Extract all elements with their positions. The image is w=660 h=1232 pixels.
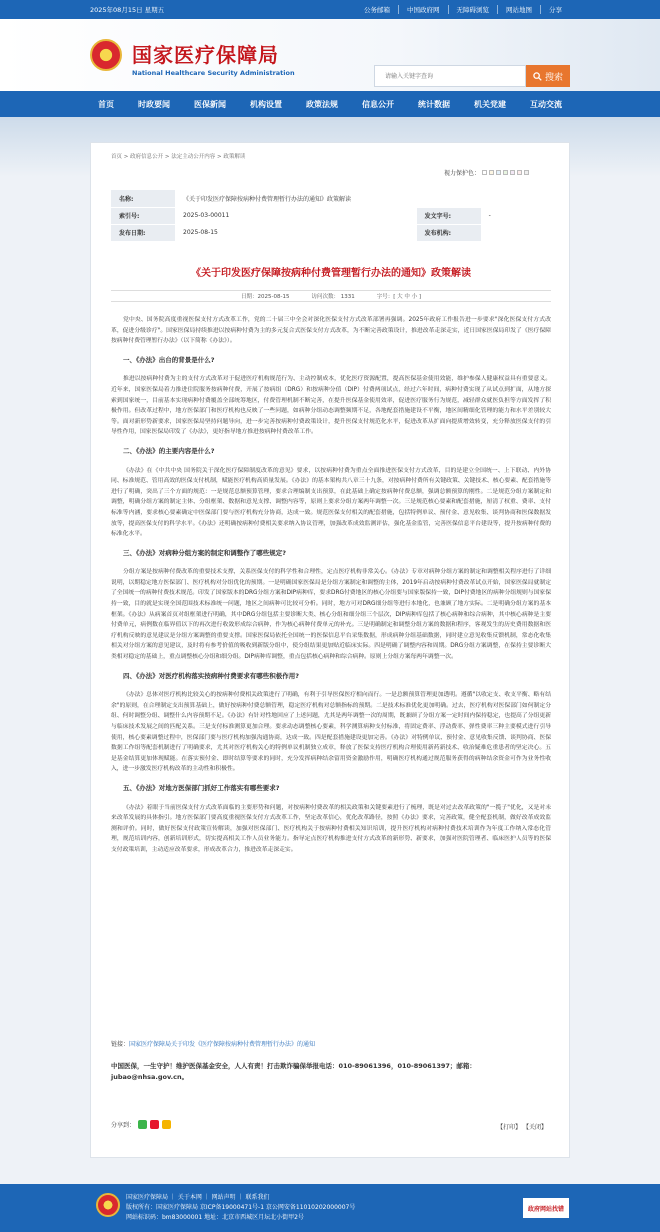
publish-date: 日期：2025-08-15: [240, 294, 290, 300]
fraud-report-notice: 中国医保，一生守护！维护医保基金安全，人人有责！打击欺诈骗保举报电话：010-89061396，010-89061397；邮箱：jubao@nhsa.gov.cn。: [111, 1062, 476, 1081]
nav-medical-news[interactable]: 医保新闻: [194, 99, 226, 109]
site-footer: [0, 1184, 660, 1232]
meta-docno-key: 发文字号:: [417, 207, 481, 224]
main-nav: [0, 91, 660, 117]
color-swatch-pink[interactable]: [517, 170, 522, 175]
intro-paragraph: 党中央、国务院高度重视医保支付方式改革工作，党的二十届三中全会对深化医保支付方式改革部署再强调。2025年政府工作报告进一步要求"深化医保支付方式改革，促进分级诊疗"。国家医保局持续推进以按病种付费为主的多元复合式医保支付方式改革，为不断完善政策设计，推进改革走深走实，近日国家医保局印发了《医疗保障按病种付费管理暂行办法》（以下简称《办法》）。: [111, 317, 551, 345]
meta-org-value: [481, 224, 551, 241]
view-count: 访问次数： 1331: [311, 294, 355, 300]
footer-links[interactable]: 国家医疗保障局 ｜ 关于本网 ｜ 网站声明 ｜ 联系我们: [126, 1194, 270, 1201]
related-link: [111, 1039, 315, 1048]
nav-interaction[interactable]: 互动交流: [530, 99, 562, 109]
nav-info-disclosure[interactable]: 信息公开: [362, 99, 394, 109]
section-heading-1: 一、《办法》出台的背景是什么?: [123, 355, 215, 364]
article-info-bar: [111, 290, 551, 302]
footer-emblem-icon: [96, 1193, 120, 1217]
national-emblem-icon: [90, 39, 122, 71]
share-bar: [111, 1120, 171, 1129]
search-icon: [533, 72, 542, 81]
section-paragraph-1: 推进以按病种付费为主的支付方式改革对于促进医疗机构规范行为、主动控制成本，优化医疗资源配置，提高医保基金使用效能，维护参保人健康权益具有重要意义。近年来，国家医保局着力推进住院服务按病种付费，开展了按病组（DRG）和按病种分值（DIP）付费两项试点，经过六年时间，病种付费实现了从试点到扩面，从地方探索到国家统一，目前基本实现病种付费覆盖全部统筹地区，付费管理机制不断完善，在提升医保基金使用效率，促进医疗服务行为规范，减轻群众就医负担等方面发挥了积极作用。但改革过程中，地方医保部门和医疗机构也反映了一些问题，如病种分组动态调整频期不足，各地配套措施建设不平衡，地区间精细化管理的能力和水平差别较大等。面对新形势新要求，国家医保局坚持问题导向，进一步完善按病种付费政策设计，提升医保支付规范化水平，促进改革从扩面向提质增效转变，充分释放医保支付的引导性作用，国家医保局印发了《办法》，更好指导地方推进按病种付费改革工作。: [111, 376, 551, 436]
meta-name-key: 名称:: [111, 190, 175, 207]
link-mail[interactable]: 公务邮箱: [364, 6, 390, 14]
color-swatch-blue[interactable]: [496, 170, 501, 175]
search-input[interactable]: [374, 65, 526, 87]
meta-name-value: 《关于印发医疗保障按病种付费管理暂行办法的通知》政策解读: [175, 190, 551, 207]
section-paragraph-4: 《办法》总体对医疗机构比较关心的按病种付费相关政策进行了明确，有利于引导医保医疗相向而行。一是总额预算管理更加透明。遵循"以收定支、收支平衡、略有结余"的原则，在合理制定支出预算基础上，做好按病种付费总额管理，稳定医疗机构对总额指标的预期。二是技术标准优化更加明确。过去，医疗机构对医保部门如何制定分组、何时调整分组、调整什么内容预期不足。《办法》有针对性地回应了上述问题，尤其是两年调整一次的周期，既兼顾了分组方案一定时间内保持稳定，也提高了分组更新与临床技术发展之间的匹配关系。三是支付标准测算更加合理。要求动态调整核心要素，科学测算病种支付标准，将固定费率、浮动费率、弹性费率三种主要模式进行引导使用，核心要素调整过程中，医保部门要与医疗机构加强沟通协商，达成一致。四是配套措施建设更加完善。《办法》对特例单议、预付金、意见收集反馈、谈判协商、医保数据工作组等配套机制进行了明确要求，尤其对医疗机构关心的特例单议机制独立成章，释放了医保支持医疗机构合理使用新药新技术、收治疑难危重患者的坚定决心。五是基金结算更加体现赋能。在落实预付金、即时结算等要求的同时，充分发挥病种结余留用资金激励作用，明确医疗机构通过规范服务获得的病种结余资金可作为业务性收入，进一步激发医疗机构改革的主动性和积极性。: [111, 692, 551, 773]
site-name-en: National Healthcare Security Administration: [132, 69, 295, 77]
font-size-switch[interactable]: 字号：[ 大 中 小 ]: [376, 294, 421, 300]
vision-label: 视力保护色：: [443, 170, 480, 177]
weibo-icon[interactable]: [150, 1120, 159, 1129]
article-title: 《关于印发医疗保障按病种付费管理暂行办法的通知》政策解读: [191, 268, 471, 279]
color-swatch-purple[interactable]: [510, 170, 515, 175]
nav-party[interactable]: 机关党建: [474, 99, 506, 109]
link-accessibility[interactable]: 无障碍浏览: [448, 5, 498, 14]
gov-site-error-report-badge[interactable]: 政府网站找错: [523, 1198, 569, 1218]
section-paragraph-2: 《办法》在《中共中央 国务院关于深化医疗保障制度改革的意见》要求，以按病种付费为重点全面推进医保支付方式改革，目的是建立全国统一、上下联动、内外协同、标准规范、管用高效的医保支付机制，赋能医疗机构高质量发展。《办法》的基本架构共八章三十九条，对按病种付费所有关键政策、关键技术、核心要素、配套措施等进行了明确，突出了三个方面的规范：一是规范总额预算管理，要求合理编制支出预算，在此基础上确定按病种付费总额，强调总额预算的刚性。二是规范分组方案制定和调整，明确分组方案的制定主体、分组框架、数据和意见支撑、调整内容等，原则上要求分组方案两年调整一次。三是规范核心要素和配套措施，厘清了权重、费率、支付标准等内涵，要求核心要素确定中医保部门要与医疗机构充分协商，达成一致。规范医保支付相关的配套措施，包括特例单议、预付金、意见收集、谈判协商和医保数据发放等，提高医保支付的科学水平。《办法》还明确按病种付费相关要求纳入协议管理，加强改革成效监测评估，强化基金监管，完善医保信息平台建设等，提升按病种付费的标准化水平。: [111, 467, 551, 538]
section-paragraph-3: 分组方案是按病种付费改革的重要技术支撑，关系医保支付的科学性和合理性，定点医疗机构非常关心。《办法》专章对病种分组方案的制定和调整相关程序进行了详细说明，以期稳定地方医保部门、医疗机构对分组优化的预期。一是明确国家医保局是分组方案制定和调整的主体，2019年启动按病种付费改革试点开始，国家医保局就制定了全国统一的病种付费技术规范。印发了国家版本的DRG分组方案和DIP病种库，要求DRG付费地区的核心分组要与国家版保持一致，DIP付费地区的病种分组规则与国家保持一致，目的就是实现全国范围技术标准统一问题，地区之间病种可比较可分析。同时，地方可对DRG细分组等进行本地化，也兼顾了地方实际。二是明确分组方案的基本框架。《办法》从病案首页对组框架进行明确，其中DRG分组包括主要诊断大类、核心分组和细分组三个层次，DIP病种库包括了核心病种和综合病种，其中核心病种是主要付费单元，病例数在临界值以下的再次进行收敛形成综合病种，作为核心病种付费单元的补充。三是明确制定和调整分组方案的数据和程序，客观发生的历史费用数据和医疗机构反映的意见建议是分组方案调整的重要支撑。国家医保局依托全国统一的医保信息平台采集数据，形成病种分组基础数据，同时建立意见收集反馈机制，常态化收集相关对分组方案的意见建议，及时将有参考价值的吸收到新版分组中，使分组结果更加贴近临床实际。四是明确了调整内容和周期。DRG分组方案调整，在保持主要诊断大类相对稳定的基础上，重点调整核心分组和细分组。DIP病种库调整，重点包括核心病种和综合病种。原则上分组方案每两年调整一次。: [111, 569, 551, 661]
related-notice-link[interactable]: 国家医疗保障局关于印发《医疗保障按病种付费管理暂行办法》的通知: [129, 1041, 316, 1048]
link-share[interactable]: 分享: [540, 5, 570, 14]
article-body: [111, 315, 551, 864]
site-name-cn: 国家医疗保障局: [132, 43, 279, 67]
meta-date-value: 2025-08-15: [175, 224, 417, 241]
section-heading-5: 五、《办法》对地方医保部门抓好工作落实有哪些要求?: [123, 783, 280, 792]
qzone-icon[interactable]: [162, 1120, 171, 1129]
nav-news[interactable]: 时政要闻: [138, 99, 170, 109]
site-logo[interactable]: [132, 39, 295, 77]
link-sitemap[interactable]: 网站地图: [497, 5, 540, 14]
current-date: 2025年08月15日 星期五: [90, 6, 165, 14]
section-paragraph-5: 《办法》着眼于当前医保支付方式改革面临的主要形势和问题，对按病种付费改革的相关政策和关键要素进行了梳理，既是对过去改革政策的"一揽子"优化，又是对未来改革发展的具体指引。地方医保部门要高度重视医保支付方式改革工作，坚定改革信心，优化改革路径，按照《办法》要求，完善政策，健全配套机制，做好改革成效监测和评价。同时，做好医保支付政策宣传解读，加强对医保部门、医疗机构关于按病种付费相关知识培训，提升医疗机构对病种付费技术培训作为年度工作纳入常态化管理，规范培训内容，创新培训形式，切实提高相关工作人员业务能力。指导定点医疗机构推进支付方式改革的新形势、新要求，加强对医院管理者、临床医护人员等的医保支付政策培训，主动适应改革要求，形成改革合力，推进改革走深走实。: [111, 804, 551, 853]
search-button[interactable]: [526, 65, 570, 87]
meta-org-key: 发布机构:: [417, 224, 481, 241]
meta-index-key: 索引号:: [111, 207, 175, 224]
section-heading-4: 四、《办法》对医疗机构落实按病种付费要求有哪些积极作用?: [123, 671, 300, 680]
color-swatch-gray[interactable]: [524, 170, 529, 175]
meta-index-value: 2025-03-00011: [175, 207, 417, 224]
color-swatch-beige[interactable]: [489, 170, 494, 175]
print-close-links[interactable]: 【打印】 【关闭】: [497, 1124, 547, 1131]
top-links: [356, 5, 570, 14]
meta-docno-value: -: [481, 207, 551, 224]
section-heading-2: 二、《办法》的主要内容是什么?: [123, 446, 215, 455]
nav-statistics[interactable]: 统计数据: [418, 99, 450, 109]
nav-home[interactable]: 首页: [98, 99, 114, 109]
footer-copyright: 版权所有：国家医疗保障局 京ICP备19000471号-1 京公网安备11010202000007号: [126, 1204, 356, 1211]
color-swatch-white[interactable]: [482, 170, 487, 175]
link-gov[interactable]: 中国政府网: [398, 5, 448, 14]
document-meta-table: [111, 190, 551, 242]
breadcrumb[interactable]: 首页 > 政府信息公开 > 法定主动公开内容 > 政策解读: [111, 154, 246, 160]
nav-organization[interactable]: 机构设置: [250, 99, 282, 109]
wechat-icon[interactable]: [138, 1120, 147, 1129]
vision-protect-colors: [444, 168, 529, 177]
share-label: 分享到：: [111, 1122, 136, 1129]
nav-policy[interactable]: 政策法规: [306, 99, 338, 109]
article-card: [90, 142, 570, 1158]
search-button-label: 搜索: [544, 72, 563, 83]
footer-text: [126, 1193, 355, 1223]
meta-date-key: 发布日期:: [111, 224, 175, 241]
related-link-prefix: 链接：: [111, 1041, 130, 1048]
color-swatch-green[interactable]: [503, 170, 508, 175]
footer-address: 网站标识码：bm83000001 地址：北京市西城区月坛北小街甲2号: [126, 1214, 304, 1221]
section-heading-3: 三、《办法》对病种分组方案的制定和调整作了哪些规定?: [123, 548, 287, 557]
site-header: [0, 19, 660, 91]
top-bar: [0, 0, 660, 19]
